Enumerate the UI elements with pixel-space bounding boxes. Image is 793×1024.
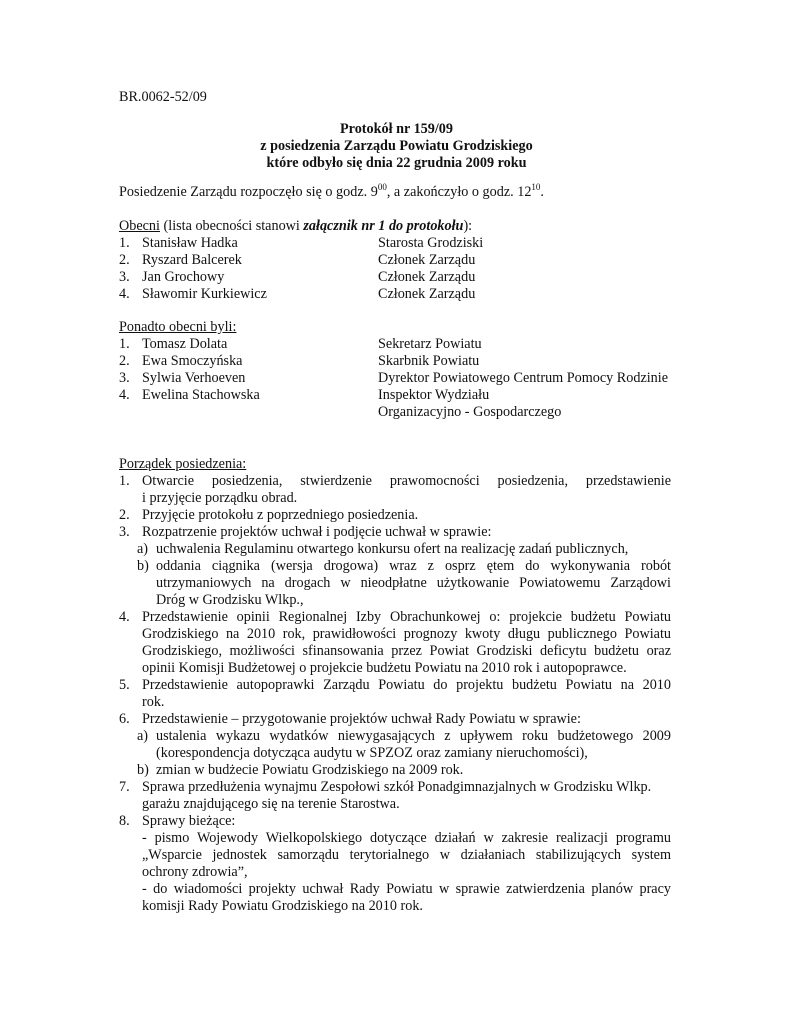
agenda-subitem-6b <box>119 762 671 779</box>
agenda-subitem-text: oddania ciągnika (wersja drogowa) wraz z osprz ętem do wykonywania robót <box>156 558 671 574</box>
title-line-3: które odbyło się dnia 22 grudnia 2009 roku <box>266 155 527 171</box>
agenda-subitem-6a <box>119 728 671 745</box>
attendee-row <box>119 370 669 387</box>
attendee-number: 4. <box>119 387 130 403</box>
attendee-name: Ewelina Stachowska <box>142 387 260 403</box>
agenda-item-text: Przedstawienie opinii Regionalnej Izby Obrachunkowej o: projekcie budżetu Powiatu <box>142 609 671 625</box>
agenda-subitem-text: (korespondencja dotycząca audytu w SPZOZ oraz zamiany nieruchomości), <box>156 745 588 761</box>
opening-middle: , a zakończyło o godz. 12 <box>386 184 532 200</box>
agenda-subitem-text: utrzymaniowych na drogach w nieodpłatne użytkowanie Powiatowemu Zarządowi <box>156 575 671 591</box>
agenda-item-5-continuation <box>119 694 671 711</box>
meeting-times <box>119 184 544 201</box>
member-row <box>119 286 476 303</box>
agenda-item-text: Sprawy bieżące: <box>142 813 236 829</box>
also-present-heading <box>119 319 236 336</box>
attendee-name: Sylwia Verhoeven <box>142 370 246 386</box>
opening-prefix: Posiedzenie Zarządu rozpoczęło się o godz. 9 <box>119 184 378 200</box>
agenda-subitem-text: zmian w budżecie Powiatu Grodziskiego na 2009 rok. <box>156 762 464 778</box>
attendee-name: Tomasz Dolata <box>142 336 228 352</box>
member-number: 2. <box>119 252 130 268</box>
agenda-item-text: - pismo Wojewody Wielkopolskiego dotyczące działań w zakresie realizacji programu <box>142 830 671 846</box>
agenda-item-8-continuation <box>119 881 671 898</box>
agenda-item-text: Przedstawienie – przygotowanie projektów uchwał Rady Powiatu w sprawie: <box>142 711 581 727</box>
attendee-row <box>119 336 482 353</box>
agenda-section <box>119 456 671 915</box>
agenda-item-4-continuation <box>119 626 671 643</box>
document-title <box>0 121 793 172</box>
agenda-item-text: i przyjęcie porządku obrad. <box>142 490 298 506</box>
attendee-name: Ewa Smoczyńska <box>142 353 243 369</box>
start-time-minutes: 00 <box>377 182 387 192</box>
attendee-role-continuation <box>119 404 562 421</box>
agenda-subitem-3b-continuation <box>119 592 671 609</box>
attendee-role: Inspektor Wydziału <box>378 387 490 403</box>
agenda-subitem-letter: b) <box>137 558 149 574</box>
agenda-item-5 <box>119 677 671 694</box>
member-row <box>119 235 484 252</box>
agenda-heading-label: Porządek posiedzenia: <box>119 456 247 472</box>
agenda-item-8-continuation <box>119 864 671 881</box>
agenda-item-text: rok. <box>142 694 165 710</box>
member-role: Członek Zarządu <box>378 252 476 268</box>
attendee-row <box>119 387 490 404</box>
agenda-item-6 <box>119 711 671 728</box>
agenda-subitem-letter: a) <box>137 728 149 744</box>
agenda-item-number: 3. <box>119 524 130 540</box>
agenda-subitem-letter: a) <box>137 541 149 557</box>
member-role: Starosta Grodziski <box>378 235 484 251</box>
agenda-item-text: Sprawa przedłużenia wynajmu Zespołowi szkół Ponadgimnazjalnych w Grodzisku Wlkp. <box>142 779 652 795</box>
attendee-role: Dyrektor Powiatowego Centrum Pomocy Rodzinie <box>378 370 669 386</box>
agenda-item-2 <box>119 507 671 524</box>
agenda-subitem-3b-continuation <box>119 575 671 592</box>
agenda-item-4 <box>119 609 671 626</box>
also-present-heading-label: Ponadto obecni byli: <box>119 319 237 335</box>
title-line-2: z posiedzenia Zarządu Powiatu Grodziskiego <box>260 138 533 154</box>
agenda-subitem-3a <box>119 541 671 558</box>
agenda-item-number: 6. <box>119 711 130 727</box>
attendee-number: 1. <box>119 336 130 352</box>
agenda-item-8-continuation <box>119 830 671 847</box>
member-name: Sławomir Kurkiewicz <box>142 286 267 302</box>
agenda-item-number: 1. <box>119 473 130 489</box>
present-heading <box>119 218 472 235</box>
agenda-item-text: Przedstawienie autopoprawki Zarządu Powiatu do projektu budżetu Powiatu na 2010 <box>142 677 671 693</box>
present-heading-end: ): <box>463 218 473 234</box>
agenda-item-text: Grodziskiego na 2010 rok, prawidłowości prognozy kwoty długu publicznego Powiatu <box>142 626 671 642</box>
agenda-item-4-continuation <box>119 660 671 677</box>
agenda-item-8 <box>119 813 671 830</box>
member-number: 4. <box>119 286 130 302</box>
agenda-item-number: 7. <box>119 779 130 795</box>
agenda-item-text: Rozpatrzenie projektów uchwał i podjęcie uchwał w sprawie: <box>142 524 492 540</box>
member-row <box>119 269 476 286</box>
member-row <box>119 252 476 269</box>
member-number: 1. <box>119 235 130 251</box>
also-present-section <box>119 319 669 421</box>
attendee-role-continuation-text: Organizacyjno - Gospodarczego <box>378 404 562 420</box>
agenda-item-text: opinii Komisji Budżetowej o projekcie budżetu Powiatu na 2010 rok i autopoprawce. <box>142 660 627 676</box>
attachment-reference: załącznik nr 1 do protokołu <box>303 218 464 234</box>
agenda-item-text: Przyjęcie protokołu z poprzedniego posiedzenia. <box>142 507 419 523</box>
agenda-subitem-text: ustalenia wykazu wydatków niewygasających z upływem roku budżetowego 2009 <box>156 728 671 744</box>
agenda-item-3 <box>119 524 671 541</box>
agenda-subitem-text: Dróg w Grodzisku Wlkp., <box>156 592 304 608</box>
agenda-item-7 <box>119 779 671 796</box>
agenda-item-7-continuation <box>119 796 671 813</box>
agenda-item-number: 8. <box>119 813 130 829</box>
agenda-subitem-text: uchwalenia Regulaminu otwartego konkursu ofert na realizację zadań publicznych, <box>156 541 629 557</box>
member-role: Członek Zarządu <box>378 269 476 285</box>
agenda-item-8-continuation <box>119 898 671 915</box>
present-heading-label: Obecni <box>119 218 160 234</box>
attendee-role: Sekretarz Powiatu <box>378 336 482 352</box>
agenda-item-text: - do wiadomości projekty uchwał Rady Powiatu w sprawie zatwierdzenia planów pracy <box>142 881 671 897</box>
agenda-item-text: ochrony zdrowia”, <box>142 864 248 880</box>
agenda-item-1 <box>119 473 671 490</box>
attendee-role: Skarbnik Powiatu <box>378 353 480 369</box>
opening-suffix: . <box>540 184 544 200</box>
attendee-number: 3. <box>119 370 130 386</box>
agenda-item-8-continuation <box>119 847 671 864</box>
agenda-item-text: garażu znajdującego się na terenie Starostwa. <box>142 796 400 812</box>
member-role: Członek Zarządu <box>378 286 476 302</box>
attendee-row <box>119 353 480 370</box>
reference-number: BR.0062-52/09 <box>119 89 207 105</box>
agenda-item-4-continuation <box>119 643 671 660</box>
title-line-1: Protokół nr 159/09 <box>340 121 453 137</box>
present-section <box>119 218 484 303</box>
agenda-item-number: 4. <box>119 609 130 625</box>
member-name: Stanisław Hadka <box>142 235 238 251</box>
agenda-item-text: Otwarcie posiedzenia, stwierdzenie prawomocności posiedzenia, przedstawienie <box>142 473 671 489</box>
member-number: 3. <box>119 269 130 285</box>
agenda-item-number: 2. <box>119 507 130 523</box>
agenda-heading <box>119 456 671 473</box>
attendee-number: 2. <box>119 353 130 369</box>
end-time-minutes: 10 <box>531 182 541 192</box>
present-heading-text: (lista obecności stanowi <box>159 218 304 234</box>
agenda-item-1-continuation <box>119 490 671 507</box>
agenda-subitem-3b <box>119 558 671 575</box>
agenda-item-number: 5. <box>119 677 130 693</box>
member-name: Ryszard Balcerek <box>142 252 242 268</box>
agenda-item-text: Grodziskiego, możliwości sfinansowania przez Powiat Grodziski deficytu budżetu oraz <box>142 643 671 659</box>
agenda-item-text: komisji Rady Powiatu Grodziskiego na 2010 rok. <box>142 898 423 914</box>
agenda-item-text: „Wsparcie jednostek samorządu terytorialnego w działaniach stabilizujących system <box>142 847 671 863</box>
agenda-subitem-6a-continuation <box>119 745 671 762</box>
agenda-subitem-letter: b) <box>137 762 149 778</box>
member-name: Jan Grochowy <box>142 269 225 285</box>
